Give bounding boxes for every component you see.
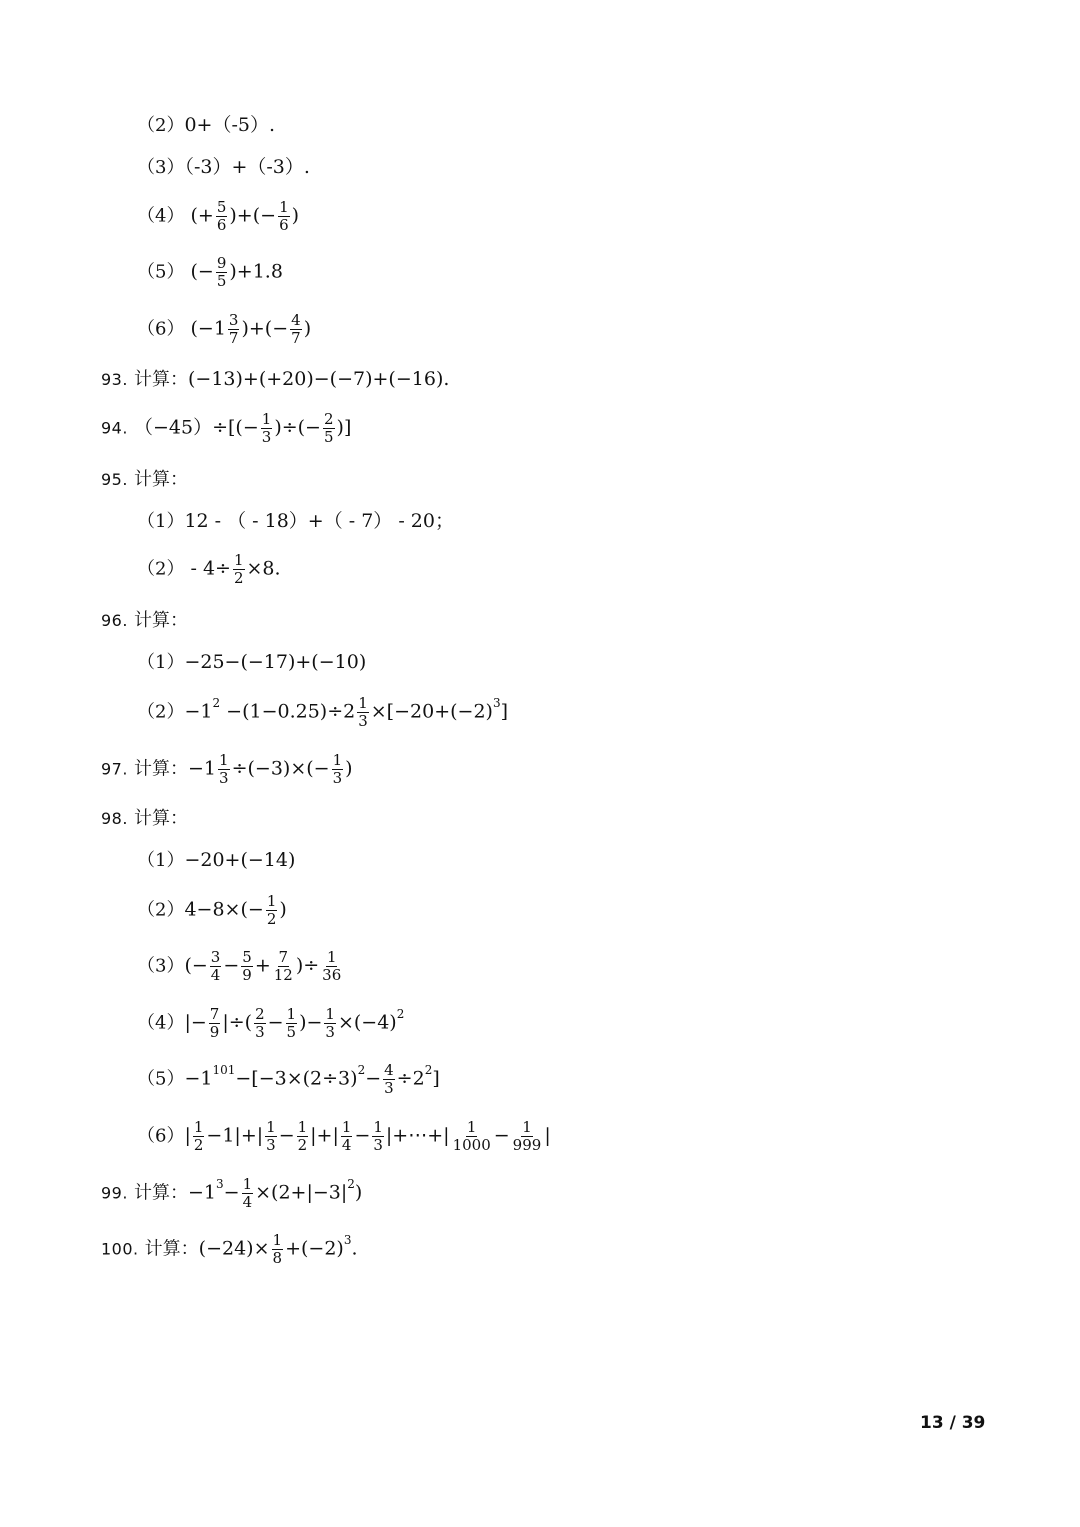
numerator: 3 [228,311,239,329]
expr-part: ) [345,757,353,780]
problem-92-part-4 [137,200,299,233]
expr-part: − [223,1181,240,1204]
problem-98-part-6 [137,1120,551,1153]
numerator: 1 [266,892,277,910]
problem-number: 95. [101,470,128,489]
problem-number: 100. [101,1239,139,1259]
expr-part: |− [184,1011,207,1034]
denominator: 3 [384,1079,394,1097]
numerator: 3 [210,948,221,966]
denominator: 8 [272,1249,283,1267]
numerator: 1 [286,1005,297,1023]
numerator: 2 [323,410,334,428]
denominator: 4 [341,1136,352,1154]
sub-label: （6） [137,318,185,340]
denominator: 3 [332,769,343,787]
problem-number: 99. [101,1183,128,1203]
expr-part: −1|+| [206,1124,264,1147]
numerator: 1 [332,751,343,769]
numerator: 1 [466,1118,477,1136]
sub-label: （2） [137,899,185,921]
expr-part: − [223,954,240,977]
problem-92-part-5 [137,256,283,289]
fraction [241,950,253,983]
problem-98-part-2 [137,894,287,927]
instruction: 计算： [134,610,188,631]
denominator: 12 [273,966,293,984]
expr-part: ) [354,1181,363,1204]
denominator: 3 [325,1023,335,1041]
fraction [452,1120,492,1153]
denominator: 5 [216,272,227,290]
numerator: 9 [216,254,227,272]
sub-label: （2） [137,558,185,580]
expr-part: (−1 [190,317,226,340]
expr-part: − [354,1124,371,1147]
exponent: 3 [216,1177,224,1192]
numerator: 1 [242,1175,253,1193]
denominator: 9 [209,1023,220,1041]
expr-part: ) [291,204,300,227]
fraction [323,412,335,445]
sub-label: （3） [137,157,185,178]
denominator: 999 [512,1136,542,1154]
fraction [261,412,273,445]
denominator: 3 [219,769,229,787]
expr-part: ×8. [246,557,281,580]
expr-part: )+(− [241,317,289,340]
expr-part: −1 [188,757,217,780]
numerator: 1 [297,1118,308,1136]
exponent: 2 [424,1063,433,1078]
numerator: 7 [278,948,289,966]
expression: （-3）+（-3）. [184,156,310,178]
fraction [290,313,302,346]
problem-number: 98. [101,809,128,828]
fraction [266,894,278,927]
sub-label: （5） [137,261,185,283]
expr-part: (−24)× [198,1237,270,1260]
expr-part: |+| [310,1124,339,1147]
numerator: 1 [325,1005,335,1023]
problem-98-part-3 [137,950,344,983]
numerator: 4 [384,1061,394,1079]
expression: 0+（-5）. [184,114,276,136]
problem-95-part-2 [137,553,281,586]
exponent: 2 [347,1177,355,1192]
numerator: 1 [193,1118,204,1136]
fraction [383,1063,395,1096]
expr-part: ×(−4) [337,1011,397,1034]
exponent: 3 [492,696,501,711]
denominator: 4 [210,966,221,984]
problem-92-part-6 [137,313,311,346]
exponent: 101 [212,1063,236,1078]
numerator: 7 [209,1005,220,1023]
sub-label: （1） [137,850,185,871]
denominator: 2 [193,1136,204,1154]
expr-part: (− [184,954,208,977]
expr-part: − [278,1124,295,1147]
fraction [216,256,228,289]
problem-98 [101,809,188,828]
sub-label: （2） [137,115,185,136]
fraction [233,553,245,586]
fraction [278,200,290,233]
numerator: 1 [279,198,289,216]
problem-94 [101,412,351,445]
expr-part: )+(− [229,204,277,227]
denominator: 3 [255,1023,265,1041]
problem-93 [101,370,449,389]
numerator: 1 [326,948,337,966]
problem-99 [101,1177,362,1210]
denominator: 3 [266,1136,276,1154]
expr-part: ×[−20+(−2) [370,700,493,723]
expr-part: (− [190,260,214,283]
numerator: 4 [291,311,301,329]
fraction [216,200,228,233]
expr-part: (+ [190,204,214,227]
problem-95-part-1 [137,512,454,531]
instruction: 计算： [134,1182,188,1204]
problem-number: 96. [101,611,128,630]
numerator: 1 [373,1118,383,1136]
fraction [210,950,222,983]
fraction [272,1233,284,1266]
numerator: 1 [272,1231,283,1249]
numerator: 1 [233,551,244,569]
fraction [209,1007,221,1040]
instruction: 计算： [134,758,188,780]
fraction [321,950,342,983]
expr-part: ) [303,317,312,340]
sub-label: （4） [137,205,185,227]
denominator: 36 [322,966,342,984]
expression: 12 - （ - 18）+（ - 7） - 20； [184,510,454,532]
denominator: 3 [373,1136,383,1154]
problem-100 [101,1233,358,1266]
expr-part: （−45）÷[(− [134,416,259,439]
expr-part: − [267,1011,284,1034]
exponent: 2 [357,1063,366,1078]
expression: (−13)+(+20)−(−7)+(−16). [188,368,450,390]
expr-part: )] [336,416,352,439]
numerator: 1 [266,1118,276,1136]
problem-92-part-2 [137,116,275,135]
fraction [332,753,344,786]
expr-part: | [544,1124,551,1147]
expr-part: |÷( [222,1011,253,1034]
problem-98-part-1 [137,851,295,870]
instruction: 计算： [144,1238,199,1260]
fraction [218,753,230,786]
problem-98-part-4 [137,1007,404,1040]
expr-part: ÷(−3)×(− [231,757,330,780]
fraction [265,1120,277,1153]
exponent: 2 [212,696,221,711]
denominator: 6 [216,216,227,234]
expr-part: − [493,1124,510,1147]
problem-number: 94. [101,418,128,438]
fraction [324,1007,336,1040]
expr-part: | [184,1124,191,1147]
sub-label: （1） [137,511,185,532]
page-number: 13 / 39 [920,1413,986,1433]
denominator: 9 [242,966,252,984]
denominator: 6 [279,216,289,234]
expr-part: ×(2+|−3| [255,1181,348,1204]
expr-part: +(−2) [285,1237,344,1260]
expr-part: |+⋯+| [385,1124,450,1147]
problem-97 [101,753,353,786]
expr-part: − [365,1067,382,1090]
denominator: 2 [233,569,244,587]
sub-label: （5） [137,1068,185,1090]
problem-96-part-2 [137,696,508,729]
fraction [254,1007,266,1040]
numerator: 1 [219,751,229,769]
expression: −20+(−14) [184,849,296,871]
fraction [512,1120,543,1153]
denominator: 7 [291,329,301,347]
sub-label: （1） [137,652,185,673]
fraction [357,696,369,729]
denominator: 7 [228,329,239,347]
denominator: 5 [286,1023,297,1041]
expr-part: ÷2 [396,1067,425,1090]
sub-label: （3） [137,955,185,977]
instruction: 计算： [134,369,188,390]
problem-number: 97. [101,759,128,779]
expr-part: )− [299,1011,323,1034]
expr-part: )÷ [295,954,320,977]
numerator: 1 [261,410,272,428]
fraction [193,1120,205,1153]
sub-label: （4） [137,1012,185,1034]
denominator: 3 [358,712,368,730]
expr-part: - 4÷ [184,557,231,580]
numerator: 1 [341,1118,352,1136]
expr-part: −1 [184,1067,213,1090]
problem-95 [101,470,188,489]
denominator: 2 [266,910,277,928]
expr-part: )+1.8 [229,260,283,283]
expr-part: −[−3×(2÷3) [235,1067,358,1090]
fraction [286,1007,298,1040]
denominator: 3 [261,428,272,446]
problem-number: 93. [101,370,128,389]
denominator: 2 [297,1136,308,1154]
expr-part: 4−8×(− [184,898,264,921]
fraction [228,313,240,346]
instruction: 计算： [134,808,188,829]
problem-96-part-1 [137,653,366,672]
exponent: 2 [396,1007,405,1022]
fraction [273,950,294,983]
numerator: 5 [216,198,227,216]
denominator: 1000 [452,1136,491,1154]
expression: −25−(−17)+(−10) [184,651,367,673]
denominator: 5 [323,428,334,446]
expr-part: ] [500,700,509,723]
numerator: 2 [255,1005,265,1023]
numerator: 5 [242,948,252,966]
expr-part: ) [279,898,287,921]
expr-part: . [351,1237,358,1260]
sub-label: （2） [137,701,185,723]
numerator: 1 [522,1118,532,1136]
numerator: 1 [358,694,368,712]
fraction [297,1120,309,1153]
problem-96 [101,611,188,630]
fraction [372,1120,384,1153]
problem-98-part-5 [137,1063,440,1096]
expr-part: + [254,954,271,977]
expr-part: ] [432,1067,440,1090]
fraction [341,1120,353,1153]
expr-part: )÷(− [274,416,321,439]
expr-part: −1 [188,1181,217,1204]
fraction [242,1177,254,1210]
sub-label: （6） [137,1125,185,1147]
denominator: 4 [242,1193,253,1211]
instruction: 计算： [134,469,188,490]
expr-part: −(1−0.25)÷2 [220,700,356,723]
problem-92-part-3 [137,158,310,177]
expr-part: −1 [184,700,213,723]
exponent: 3 [343,1233,352,1248]
